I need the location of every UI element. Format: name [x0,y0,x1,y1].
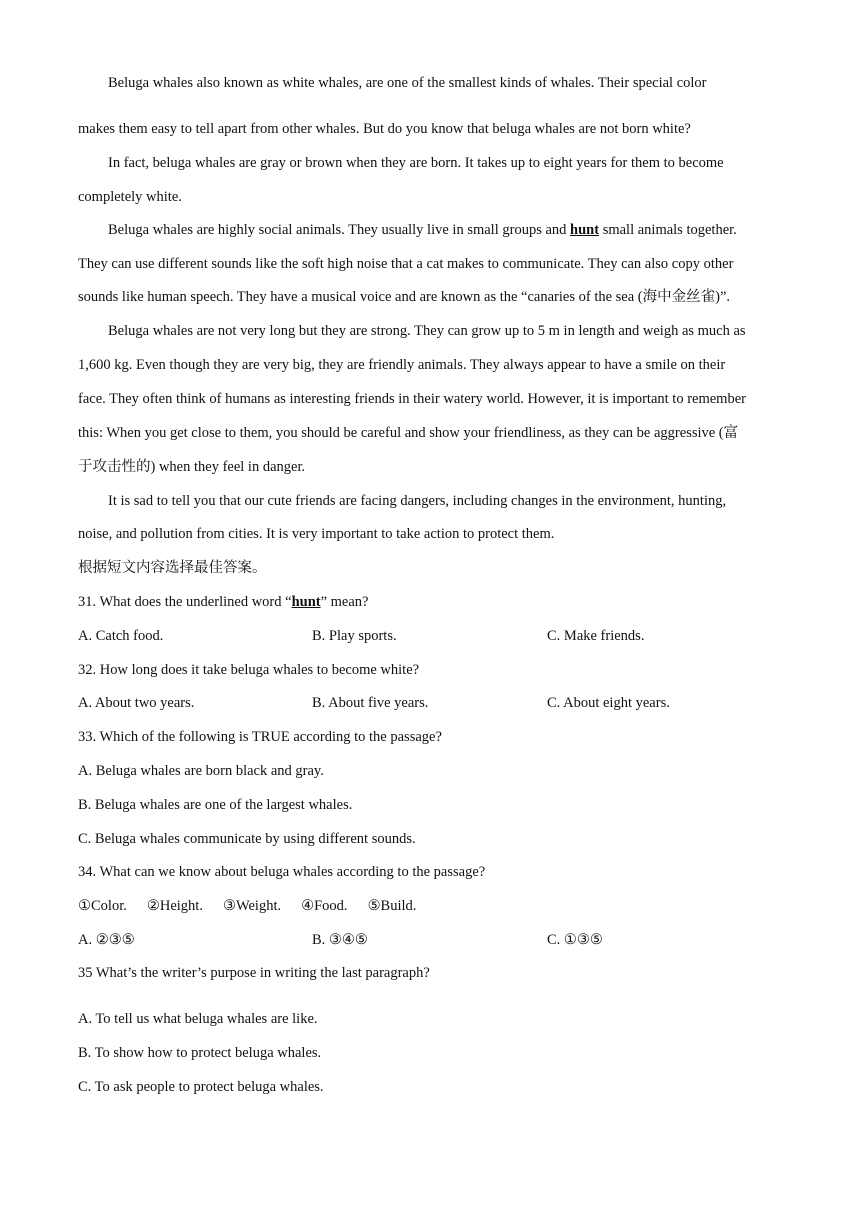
question-32-stem: 32. How long does it take beluga whales to become white? [78,662,420,678]
question-34-stem: 34. What can we know about beluga whales according to the passage? [78,864,486,880]
question-34-item: ②Height. [146,898,203,914]
question-33-option-c: C. Beluga whales communicate by using different sounds. [78,831,416,847]
passage-p4-line1: Beluga whales are not very long but they are strong. They can grow up to 5 m in length and weigh as much as [108,323,746,339]
question-34-option-b: B. ③④⑤ [312,932,368,948]
passage-p1-line1: Beluga whales also known as white whales, are one of the smallest kinds of whales. Their special color [108,75,707,91]
passage-p3-line1 [108,221,737,239]
question-35-option-c: C. To ask people to protect beluga whales. [78,1079,324,1095]
question-31-option-b: B. Play sports. [312,628,397,644]
question-34-item: ③Weight. [222,898,282,914]
passage-p4-line2: 1,600 kg. Even though they are very big, they are friendly animals. They always appear to have a smile on their [78,357,726,373]
question-32-option-b: B. About five years. [312,695,429,711]
question-33-option-a: A. Beluga whales are born black and gray. [78,763,324,779]
question-34-item: ⑤Build. [367,898,417,914]
passage-p4-line5: 于攻击性的) when they feel in danger. [78,459,306,475]
passage-p5-line2: noise, and pollution from cities. It is very important to take action to protect them. [78,526,555,542]
question-35-option-b: B. To show how to protect beluga whales. [78,1045,322,1061]
question-31-option-c: C. Make friends. [547,628,645,644]
question-31-stem-after: ” mean? [320,594,369,610]
question-33-stem: 33. Which of the following is TRUE according to the passage? [78,729,442,745]
question-31-stem-before: 31. What does the underlined word “ [78,594,292,610]
passage-p5-line1: It is sad to tell you that our cute friends are facing dangers, including changes in the environment, hunting, [108,493,727,509]
question-31-underlined-word: hunt [291,594,321,610]
question-33-option-b: B. Beluga whales are one of the largest whales. [78,797,353,813]
question-35-stem: 35 What’s the writer’s purpose in writing the last paragraph? [78,965,430,981]
question-32-option-a: A. About two years. [78,695,195,711]
question-34-option-a: A. ②③⑤ [78,932,135,948]
question-31-stem [78,593,369,611]
instruction: 根据短文内容选择最佳答案。 [78,560,267,576]
passage-p4-line3: face. They often think of humans as interesting friends in their watery world. However, it is important to remember [78,391,746,407]
question-35-option-a: A. To tell us what beluga whales are like. [78,1011,318,1027]
passage-p3-line3: sounds like human speech. They have a musical voice and are known as the “canaries of the sea (海中金丝雀)”. [78,289,731,305]
passage-p2-line2: completely white. [78,189,182,205]
passage-p1-line2: makes them easy to tell apart from other whales. But do you know that beluga whales are not born white? [78,121,691,137]
question-34-item: ①Color. [78,898,127,914]
passage-p3-line1-after: small animals together. [599,222,737,238]
question-34-items [78,897,416,915]
passage-p3-line1-before: Beluga whales are highly social animals. They usually live in small groups and [108,222,571,238]
underlined-word-hunt: hunt [570,222,600,238]
passage-p3-line2: They can use different sounds like the soft high noise that a cat makes to communicate. They can also copy other [78,256,734,272]
question-34-option-c: C. ①③⑤ [547,932,603,948]
question-34-item: ④Food. [301,898,348,914]
passage-p2-line1: In fact, beluga whales are gray or brown when they are born. It takes up to eight years for them to become [108,155,724,171]
passage-p4-line4: this: When you get close to them, you should be careful and show your friendliness, as they can be aggressive (富 [78,425,739,441]
question-31-option-a: A. Catch food. [78,628,164,644]
question-32-option-c: C. About eight years. [547,695,670,711]
